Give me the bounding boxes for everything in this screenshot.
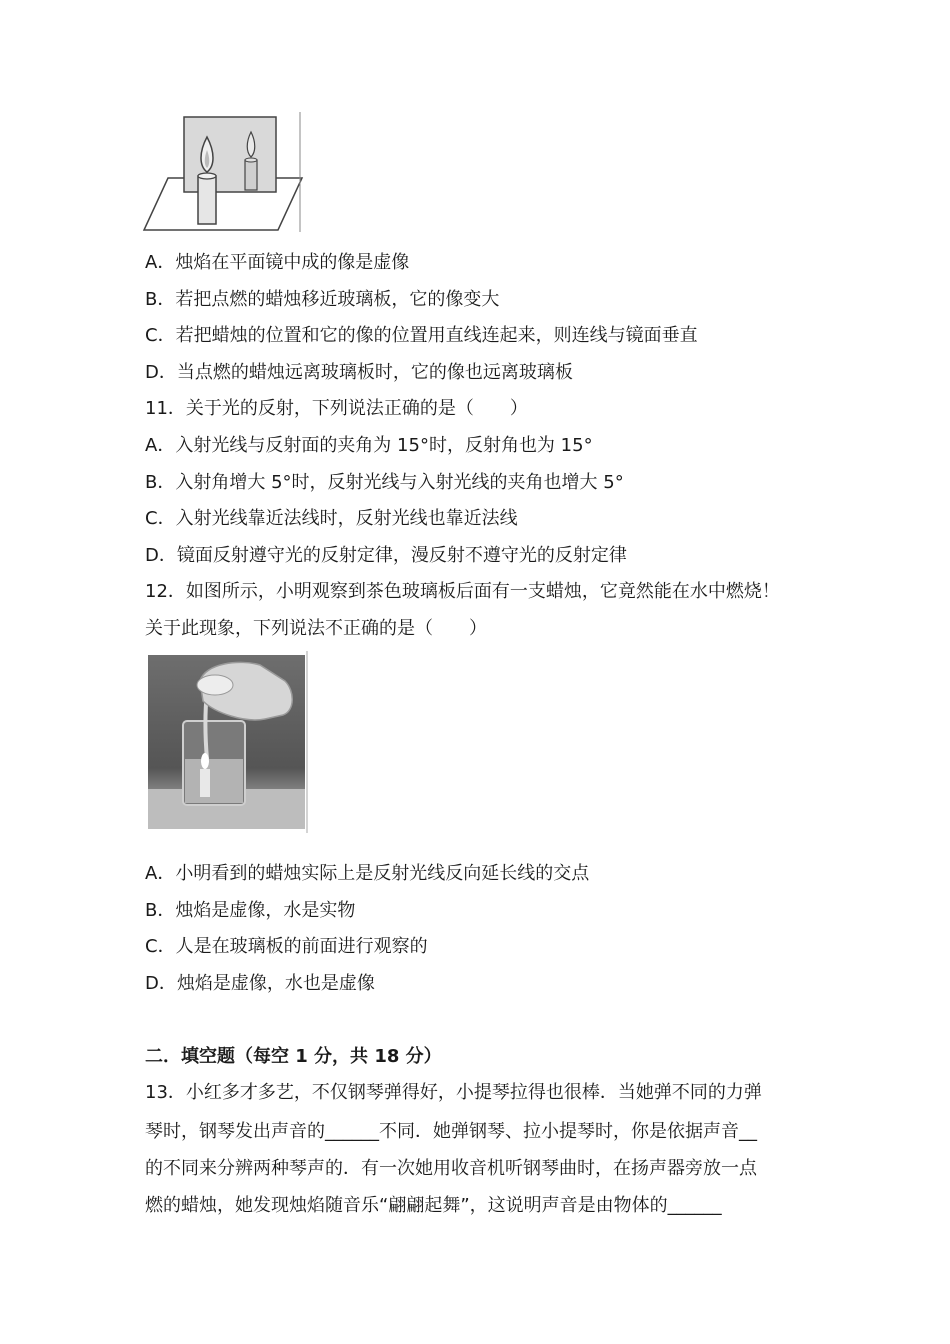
q11-option-b: B．入射角增大 5°时，反射光线与入射光线的夹角也增大 5°	[145, 472, 624, 493]
q10-option-b: B．若把点燃的蜡烛移近玻璃板，它的像变大	[145, 289, 500, 310]
q10-option-d: D．当点燃的蜡烛远离玻璃板时，它的像也远离玻璃板	[145, 362, 573, 383]
q11-option-d: D．镜面反射遵守光的反射定律，漫反射不遵守光的反射定律	[145, 545, 627, 566]
q13-line3: 的不同来分辨两种琴声的．有一次她用收音机听钢琴曲时，在扬声器旁放一点	[145, 1158, 757, 1179]
q11-stem: 11．关于光的反射，下列说法正确的是（ ）	[145, 398, 528, 419]
q12-option-b: B．烛焰是虚像，水是实物	[145, 900, 356, 921]
q11-option-a: A．入射光线与反射面的夹角为 15°时，反射角也为 15°	[145, 435, 593, 456]
q12-option-d: D．烛焰是虚像，水也是虚像	[145, 973, 375, 994]
q13-line1: 13．小红多才多艺，不仅钢琴弹得好，小提琴拉得也很棒．当她弹不同的力弹	[145, 1082, 762, 1103]
q12-option-a: A．小明看到的蜡烛实际上是反射光线反向延长线的交点	[145, 863, 590, 884]
candle-in-water-photo	[145, 651, 310, 833]
q12-stem-line2: 关于此现象，下列说法不正确的是（ ）	[145, 618, 487, 639]
q13-line4: 燃的蜡烛，她发现烛焰随音乐“翩翩起舞”，这说明声音是由物体的______	[145, 1195, 722, 1216]
candle-mirror-figure	[140, 110, 310, 235]
section-title-fill-in: 二．填空题（每空 1 分，共 18 分）	[145, 1046, 442, 1067]
q11-option-c: C．入射光线靠近法线时，反射光线也靠近法线	[145, 508, 518, 529]
q10-option-a: A．烛焰在平面镜中成的像是虚像	[145, 252, 410, 273]
q13-line2: 琴时，钢琴发出声音的______不同．她弹钢琴、拉小提琴时，你是依据声音__	[145, 1121, 757, 1142]
q12-option-c: C．人是在玻璃板的前面进行观察的	[145, 936, 428, 957]
q12-stem-line1: 12．如图所示，小明观察到茶色玻璃板后面有一支蜡烛，它竟然能在水中燃烧！	[145, 581, 780, 602]
q10-option-c: C．若把蜡烛的位置和它的像的位置用直线连起来，则连线与镜面垂直	[145, 325, 698, 346]
